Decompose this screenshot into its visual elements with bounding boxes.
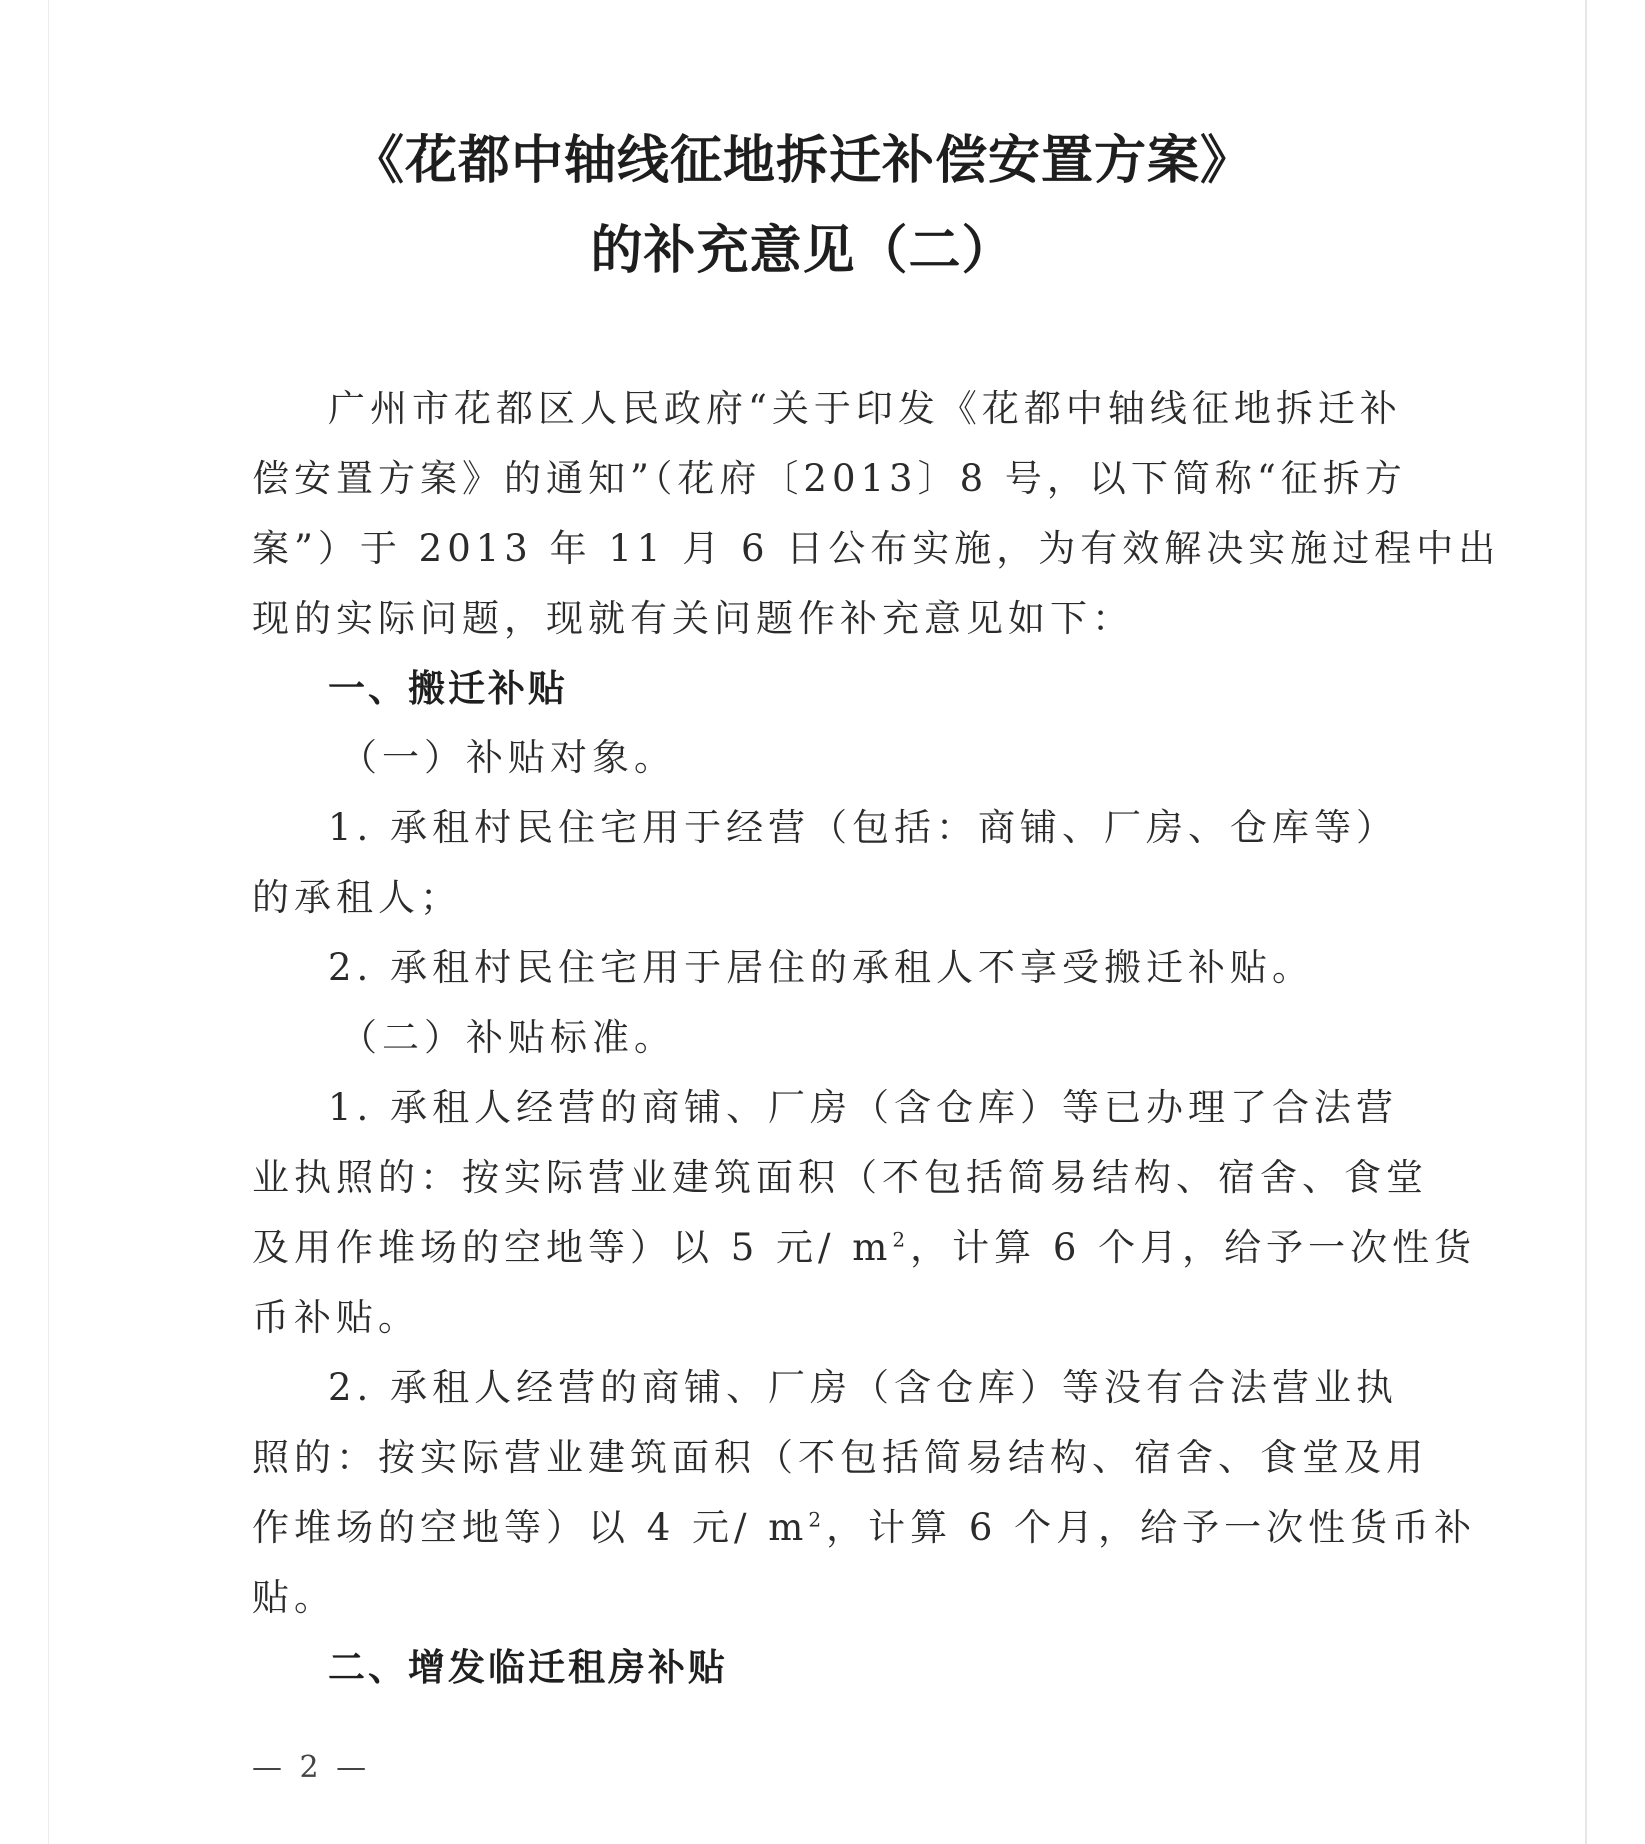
sub1-item2: 2. 承租村民住宅用于居住的承租人不享受搬迁补贴。 bbox=[328, 946, 1315, 989]
sub2-item2-line3 bbox=[252, 1497, 1477, 1551]
superscript: 2 bbox=[808, 1507, 827, 1532]
section2-heading: 二、增发临迁租房补贴 bbox=[328, 1646, 728, 1689]
subsection2-heading: （二）补贴标准。 bbox=[340, 1016, 676, 1059]
document-title-line2: 的补充意见（二） bbox=[590, 221, 1015, 281]
sub2-item1-line3 bbox=[252, 1217, 1477, 1271]
section1-heading: 一、搬迁补贴 bbox=[328, 667, 568, 710]
sub2-item2-line2: 照的：按实际营业建筑面积（不包括简易结构、宿舍、食堂及用 bbox=[252, 1436, 1428, 1479]
page-number: — 2 — bbox=[252, 1750, 371, 1785]
subsection1-heading: （一）补贴对象。 bbox=[340, 736, 676, 779]
intro-line-4: 现的实际问题，现就有关问题作补充意见如下： bbox=[252, 597, 1134, 640]
text: 及用作堆场的空地等）以 5 元/ m bbox=[252, 1226, 893, 1269]
intro-line-1: 广州市花都区人民政府“关于印发《花都中轴线征地拆迁补 bbox=[328, 387, 1402, 430]
text: 作堆场的空地等）以 4 元/ m bbox=[252, 1506, 809, 1549]
sub2-item2-line4: 贴。 bbox=[252, 1576, 336, 1619]
superscript: 2 bbox=[892, 1227, 911, 1252]
text: ，计算 6 个月，给予一次性货 bbox=[910, 1226, 1477, 1269]
sub1-item1-line2: 的承租人； bbox=[252, 876, 462, 919]
sub2-item2-line1: 2. 承租人经营的商铺、厂房（含仓库）等没有合法营业执 bbox=[328, 1366, 1399, 1409]
document-title-line1: 《花都中轴线征地拆迁补偿安置方案》 bbox=[351, 131, 1253, 191]
sub2-item1-line4: 币补贴。 bbox=[252, 1296, 420, 1339]
sub2-item1-line2: 业执照的：按实际营业建筑面积（不包括简易结构、宿舍、食堂 bbox=[252, 1156, 1428, 1199]
intro-line-3: 案”）于 2013 年 11 月 6 日公布实施，为有效解决实施过程中出 bbox=[252, 527, 1501, 570]
sub2-item1-line1: 1. 承租人经营的商铺、厂房（含仓库）等已办理了合法营 bbox=[328, 1086, 1399, 1129]
text: ，计算 6 个月，给予一次性货币补 bbox=[826, 1506, 1477, 1549]
intro-line-2: 偿安置方案》的通知”（花府〔2013〕8 号，以下简称“征拆方 bbox=[252, 457, 1407, 500]
sub1-item1-line1: 1. 承租村民住宅用于经营（包括：商铺、厂房、仓库等） bbox=[328, 806, 1399, 849]
